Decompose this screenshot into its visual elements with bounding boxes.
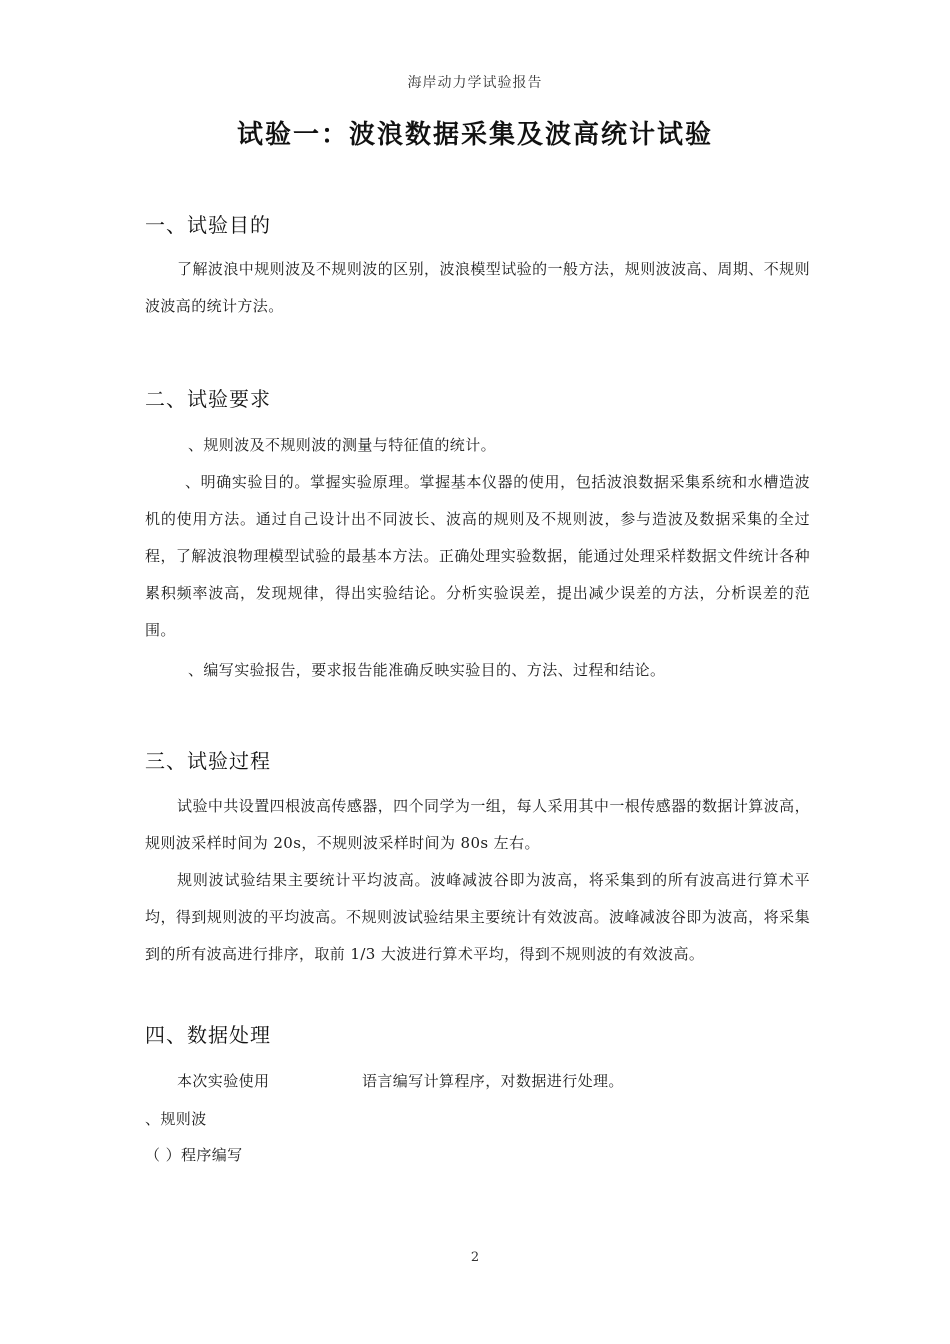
document-title: 试验一：波浪数据采集及波高统计试验 bbox=[236, 120, 713, 150]
section-heading-data-processing: 四、数据处理 bbox=[145, 1023, 271, 1047]
data-processing-line-start: 本次实验使用 bbox=[177, 1072, 270, 1090]
subsection-regular-wave: 、规则波 bbox=[145, 1110, 207, 1128]
section-heading-requirements: 二、试验要求 bbox=[145, 387, 271, 411]
subsection-program-writing: （ ）程序编写 bbox=[145, 1146, 243, 1164]
section-heading-purpose: 一、试验目的 bbox=[145, 213, 271, 237]
process-paragraph-1: 试验中共设置四根波高传感器，四个同学为一组，每人采用其中一根传感器的数据计算波高，规则波采样时间为 20s，不规则波采样时间为 80s 左右。 bbox=[145, 797, 810, 852]
page-number: 2 bbox=[470, 1250, 480, 1265]
requirement-item-1: 、规则波及不规则波的测量与特征值的统计。 bbox=[188, 436, 497, 454]
running-header: 海岸动力学试验报告 bbox=[407, 75, 543, 91]
purpose-paragraph: 了解波浪中规则波及不规则波的区别，波浪模型试验的一般方法，规则波波高、周期、不规则波波高的统计方法。 bbox=[145, 260, 810, 315]
data-processing-line-end: 语言编写计算程序，对数据进行处理。 bbox=[362, 1072, 624, 1090]
requirement-item-3: 、编写实验报告，要求报告能准确反映实验目的、方法、过程和结论。 bbox=[188, 661, 666, 679]
section-heading-process: 三、试验过程 bbox=[145, 749, 271, 773]
requirement-item-2: 、明确实验目的。掌握实验原理。掌握基本仪器的使用，包括波浪数据采集系统和水槽造波机的使用方法。通过自己设计出不同波长、波高的规则及不规则波，参与造波及数据采集的全过程，了解波浪物理模型试验的最基本方法。正确处理实验数据，能通过处理采样数据文件统计各种累积频率波高，发现规律，得出实验结论。分析实验误差，提出减少误差的方法，分析误差的范围。 bbox=[145, 473, 810, 639]
process-paragraph-2: 规则波试验结果主要统计平均波高。波峰减波谷即为波高，将采集到的所有波高进行算术平均，得到规则波的平均波高。不规则波试验结果主要统计有效波高。波峰减波谷即为波高，将采集到的所有波高进行排序，取前 1/3 大波进行算术平均，得到不规则波的有效波高。 bbox=[145, 871, 810, 963]
